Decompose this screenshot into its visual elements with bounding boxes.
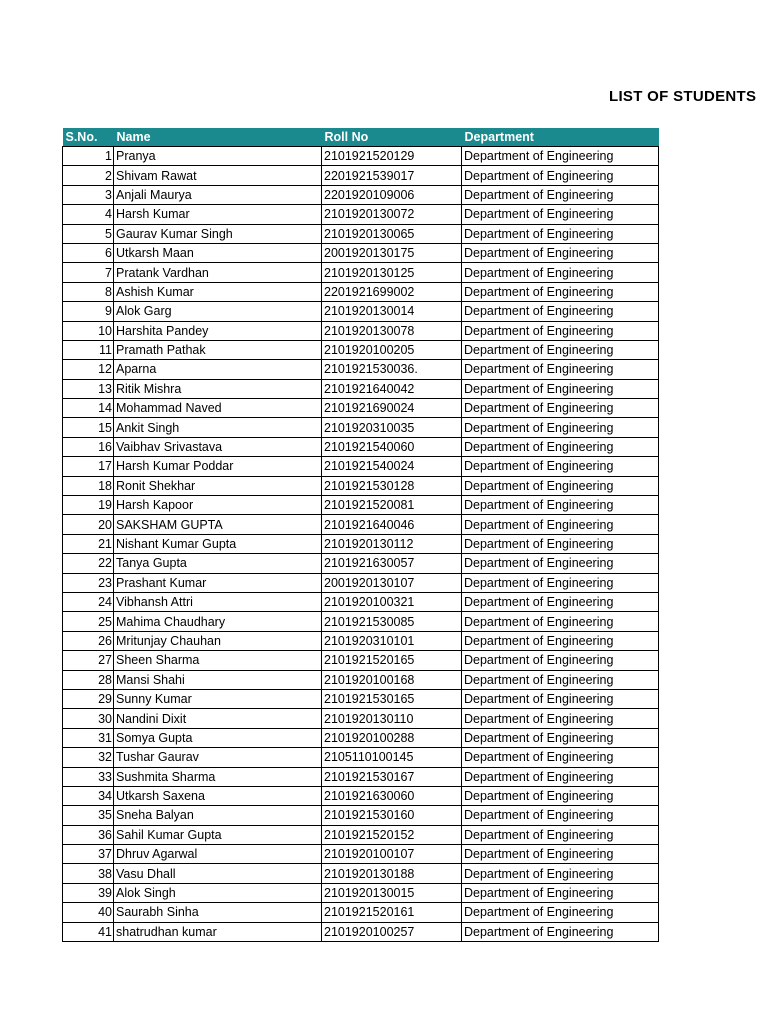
- cell-name: Tushar Gaurav: [114, 748, 322, 767]
- cell-name: Prashant Kumar: [114, 573, 322, 592]
- cell-name: Sneha Balyan: [114, 806, 322, 825]
- cell-department: Department of Engineering: [462, 767, 659, 786]
- cell-department: Department of Engineering: [462, 282, 659, 301]
- table-row: [63, 224, 659, 243]
- cell-department: Department of Engineering: [462, 592, 659, 611]
- cell-department: Department of Engineering: [462, 418, 659, 437]
- cell-roll-no: 2101920130110: [322, 709, 462, 728]
- cell-department: Department of Engineering: [462, 302, 659, 321]
- cell-name: Alok Garg: [114, 302, 322, 321]
- cell-roll-no: 2101920100321: [322, 592, 462, 611]
- cell-sno: 16: [63, 437, 114, 456]
- table-row: [63, 205, 659, 224]
- cell-name: Mahima Chaudhary: [114, 612, 322, 631]
- cell-name: Mritunjay Chauhan: [114, 631, 322, 650]
- cell-department: Department of Engineering: [462, 457, 659, 476]
- cell-department: Department of Engineering: [462, 399, 659, 418]
- cell-roll-no: 2101921640046: [322, 515, 462, 534]
- cell-roll-no: 2101920310101: [322, 631, 462, 650]
- cell-sno: 30: [63, 709, 114, 728]
- cell-sno: 34: [63, 786, 114, 805]
- cell-sno: 24: [63, 592, 114, 611]
- cell-roll-no: 2101921530160: [322, 806, 462, 825]
- table-row: [63, 728, 659, 747]
- table-row: [63, 670, 659, 689]
- cell-sno: 3: [63, 185, 114, 204]
- cell-sno: 31: [63, 728, 114, 747]
- cell-sno: 12: [63, 360, 114, 379]
- cell-department: Department of Engineering: [462, 728, 659, 747]
- cell-sno: 14: [63, 399, 114, 418]
- cell-roll-no: 2001920130175: [322, 243, 462, 262]
- cell-department: Department of Engineering: [462, 573, 659, 592]
- cell-sno: 29: [63, 689, 114, 708]
- table-row: [63, 786, 659, 805]
- cell-roll-no: 2101920100205: [322, 340, 462, 359]
- cell-department: Department of Engineering: [462, 689, 659, 708]
- cell-sno: 18: [63, 476, 114, 495]
- cell-department: Department of Engineering: [462, 748, 659, 767]
- cell-sno: 38: [63, 864, 114, 883]
- header-roll-no: Roll No: [322, 128, 462, 147]
- table-row: [63, 321, 659, 340]
- table-row: [63, 592, 659, 611]
- cell-name: Shivam Rawat: [114, 166, 322, 185]
- table-row: [63, 534, 659, 553]
- cell-sno: 33: [63, 767, 114, 786]
- cell-roll-no: 2101921530036.: [322, 360, 462, 379]
- cell-department: Department of Engineering: [462, 845, 659, 864]
- cell-sno: 21: [63, 534, 114, 553]
- table-row: [63, 767, 659, 786]
- cell-department: Department of Engineering: [462, 496, 659, 515]
- cell-name: Ashish Kumar: [114, 282, 322, 301]
- cell-name: Vaibhav Srivastava: [114, 437, 322, 456]
- cell-roll-no: 2101920100168: [322, 670, 462, 689]
- table-row: [63, 903, 659, 922]
- table-row: [63, 418, 659, 437]
- cell-name: Harsh Kumar Poddar: [114, 457, 322, 476]
- cell-name: shatrudhan kumar: [114, 922, 322, 941]
- cell-roll-no: 2101920100257: [322, 922, 462, 941]
- cell-roll-no: 2101921540060: [322, 437, 462, 456]
- cell-sno: 27: [63, 651, 114, 670]
- table-row: [63, 573, 659, 592]
- cell-roll-no: 2001920130107: [322, 573, 462, 592]
- cell-name: Ankit Singh: [114, 418, 322, 437]
- table-row: [63, 496, 659, 515]
- cell-name: Dhruv Agarwal: [114, 845, 322, 864]
- cell-name: Saurabh Sinha: [114, 903, 322, 922]
- table-body: [63, 147, 659, 942]
- cell-department: Department of Engineering: [462, 340, 659, 359]
- cell-name: Pramath Pathak: [114, 340, 322, 359]
- cell-name: Pratank Vardhan: [114, 263, 322, 282]
- cell-department: Department of Engineering: [462, 437, 659, 456]
- table-header-row: [63, 128, 659, 147]
- cell-department: Department of Engineering: [462, 147, 659, 166]
- cell-sno: 2: [63, 166, 114, 185]
- cell-name: Utkarsh Maan: [114, 243, 322, 262]
- cell-sno: 26: [63, 631, 114, 650]
- table-row: [63, 185, 659, 204]
- table-row: [63, 612, 659, 631]
- cell-sno: 1: [63, 147, 114, 166]
- cell-roll-no: 2201921699002: [322, 282, 462, 301]
- cell-name: Mansi Shahi: [114, 670, 322, 689]
- cell-roll-no: 2101921540024: [322, 457, 462, 476]
- cell-name: Sushmita Sharma: [114, 767, 322, 786]
- cell-department: Department of Engineering: [462, 709, 659, 728]
- table-row: [63, 302, 659, 321]
- cell-department: Department of Engineering: [462, 205, 659, 224]
- cell-department: Department of Engineering: [462, 224, 659, 243]
- cell-sno: 15: [63, 418, 114, 437]
- cell-sno: 6: [63, 243, 114, 262]
- cell-sno: 5: [63, 224, 114, 243]
- table-row: [63, 379, 659, 398]
- cell-department: Department of Engineering: [462, 825, 659, 844]
- cell-department: Department of Engineering: [462, 612, 659, 631]
- cell-sno: 10: [63, 321, 114, 340]
- cell-roll-no: 2101921690024: [322, 399, 462, 418]
- table-row: [63, 147, 659, 166]
- cell-department: Department of Engineering: [462, 651, 659, 670]
- cell-roll-no: 2101921520165: [322, 651, 462, 670]
- table-row: [63, 476, 659, 495]
- cell-department: Department of Engineering: [462, 185, 659, 204]
- cell-roll-no: 2101921640042: [322, 379, 462, 398]
- cell-department: Department of Engineering: [462, 786, 659, 805]
- table-row: [63, 515, 659, 534]
- cell-name: Pranya: [114, 147, 322, 166]
- cell-name: Mohammad Naved: [114, 399, 322, 418]
- cell-name: Vibhansh Attri: [114, 592, 322, 611]
- cell-roll-no: 2101920100288: [322, 728, 462, 747]
- cell-sno: 19: [63, 496, 114, 515]
- cell-sno: 32: [63, 748, 114, 767]
- page-title: LIST OF STUDENTS: [609, 88, 757, 105]
- table-row: [63, 825, 659, 844]
- cell-sno: 8: [63, 282, 114, 301]
- header-department: Department: [462, 128, 659, 147]
- cell-department: Department of Engineering: [462, 806, 659, 825]
- cell-sno: 7: [63, 263, 114, 282]
- cell-name: Somya Gupta: [114, 728, 322, 747]
- cell-sno: 40: [63, 903, 114, 922]
- cell-roll-no: 2101921520152: [322, 825, 462, 844]
- cell-roll-no: 2101920130015: [322, 883, 462, 902]
- cell-name: Tanya Gupta: [114, 554, 322, 573]
- cell-department: Department of Engineering: [462, 922, 659, 941]
- table-row: [63, 864, 659, 883]
- cell-department: Department of Engineering: [462, 631, 659, 650]
- cell-roll-no: 2101921520161: [322, 903, 462, 922]
- table-row: [63, 631, 659, 650]
- cell-roll-no: 2101921530128: [322, 476, 462, 495]
- table-row: [63, 457, 659, 476]
- cell-name: Sahil Kumar Gupta: [114, 825, 322, 844]
- cell-roll-no: 2101920130078: [322, 321, 462, 340]
- cell-name: Harsh Kapoor: [114, 496, 322, 515]
- cell-name: Ronit Shekhar: [114, 476, 322, 495]
- cell-roll-no: 2101921530165: [322, 689, 462, 708]
- cell-roll-no: 2105110100145: [322, 748, 462, 767]
- cell-roll-no: 2201921539017: [322, 166, 462, 185]
- cell-sno: 25: [63, 612, 114, 631]
- header-sno: S.No.: [63, 128, 114, 147]
- cell-sno: 13: [63, 379, 114, 398]
- table-row: [63, 282, 659, 301]
- cell-roll-no: 2101920130072: [322, 205, 462, 224]
- table-row: [63, 709, 659, 728]
- cell-name: Anjali Maurya: [114, 185, 322, 204]
- table-row: [63, 399, 659, 418]
- cell-department: Department of Engineering: [462, 903, 659, 922]
- cell-name: Aparna: [114, 360, 322, 379]
- cell-roll-no: 2101920130014: [322, 302, 462, 321]
- cell-sno: 17: [63, 457, 114, 476]
- cell-roll-no: 2101921520129: [322, 147, 462, 166]
- cell-department: Department of Engineering: [462, 554, 659, 573]
- cell-department: Department of Engineering: [462, 670, 659, 689]
- cell-sno: 28: [63, 670, 114, 689]
- table-row: [63, 166, 659, 185]
- cell-name: Ritik Mishra: [114, 379, 322, 398]
- table-row: [63, 689, 659, 708]
- student-table: [62, 128, 659, 942]
- cell-department: Department of Engineering: [462, 534, 659, 553]
- table-row: [63, 360, 659, 379]
- header-name: Name: [114, 128, 322, 147]
- cell-name: SAKSHAM GUPTA: [114, 515, 322, 534]
- cell-roll-no: 2101920130065: [322, 224, 462, 243]
- table-row: [63, 883, 659, 902]
- cell-sno: 35: [63, 806, 114, 825]
- table-row: [63, 340, 659, 359]
- cell-sno: 37: [63, 845, 114, 864]
- cell-sno: 41: [63, 922, 114, 941]
- table-row: [63, 651, 659, 670]
- cell-sno: 23: [63, 573, 114, 592]
- cell-department: Department of Engineering: [462, 321, 659, 340]
- cell-sno: 39: [63, 883, 114, 902]
- cell-department: Department of Engineering: [462, 379, 659, 398]
- cell-roll-no: 2201920109006: [322, 185, 462, 204]
- table-row: [63, 845, 659, 864]
- cell-name: Sheen Sharma: [114, 651, 322, 670]
- cell-name: Nandini Dixit: [114, 709, 322, 728]
- cell-name: Sunny Kumar: [114, 689, 322, 708]
- cell-roll-no: 2101920100107: [322, 845, 462, 864]
- table-row: [63, 806, 659, 825]
- cell-name: Harshita Pandey: [114, 321, 322, 340]
- cell-name: Vasu Dhall: [114, 864, 322, 883]
- cell-roll-no: 2101921630057: [322, 554, 462, 573]
- cell-roll-no: 2101921520081: [322, 496, 462, 515]
- table-row: [63, 554, 659, 573]
- cell-department: Department of Engineering: [462, 476, 659, 495]
- cell-sno: 9: [63, 302, 114, 321]
- cell-department: Department of Engineering: [462, 243, 659, 262]
- cell-name: Harsh Kumar: [114, 205, 322, 224]
- cell-roll-no: 2101921530167: [322, 767, 462, 786]
- cell-name: Gaurav Kumar Singh: [114, 224, 322, 243]
- cell-roll-no: 2101921630060: [322, 786, 462, 805]
- table-row: [63, 437, 659, 456]
- cell-roll-no: 2101920310035: [322, 418, 462, 437]
- cell-roll-no: 2101920130112: [322, 534, 462, 553]
- cell-sno: 36: [63, 825, 114, 844]
- cell-department: Department of Engineering: [462, 515, 659, 534]
- cell-name: Alok Singh: [114, 883, 322, 902]
- cell-sno: 22: [63, 554, 114, 573]
- cell-name: Nishant Kumar Gupta: [114, 534, 322, 553]
- cell-roll-no: 2101920130125: [322, 263, 462, 282]
- cell-department: Department of Engineering: [462, 360, 659, 379]
- cell-department: Department of Engineering: [462, 883, 659, 902]
- cell-roll-no: 2101921530085: [322, 612, 462, 631]
- cell-department: Department of Engineering: [462, 263, 659, 282]
- cell-department: Department of Engineering: [462, 166, 659, 185]
- cell-department: Department of Engineering: [462, 864, 659, 883]
- cell-sno: 4: [63, 205, 114, 224]
- table-row: [63, 243, 659, 262]
- cell-sno: 11: [63, 340, 114, 359]
- cell-roll-no: 2101920130188: [322, 864, 462, 883]
- table-row: [63, 263, 659, 282]
- cell-sno: 20: [63, 515, 114, 534]
- cell-name: Utkarsh Saxena: [114, 786, 322, 805]
- table-row: [63, 922, 659, 941]
- table-row: [63, 748, 659, 767]
